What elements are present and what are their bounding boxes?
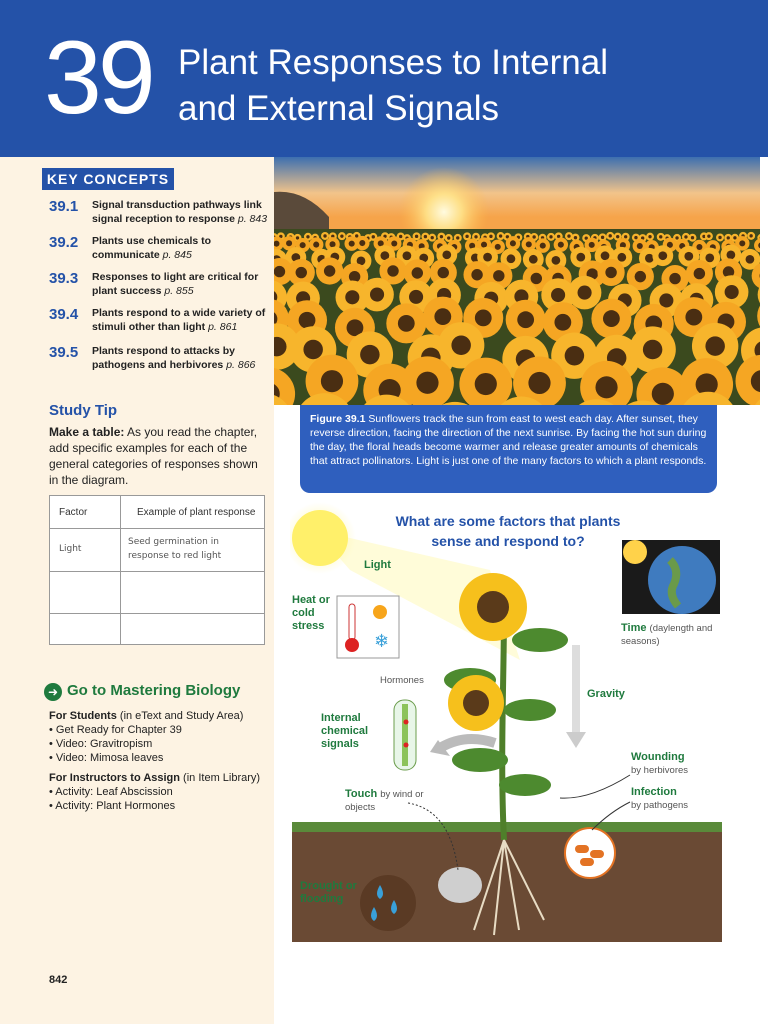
- label-time: Time (daylength and seasons): [621, 622, 713, 647]
- figure-caption: [300, 405, 717, 493]
- key-concept-number: 39.1: [49, 198, 79, 215]
- chapter-title-line1: Plant Responses to Internal: [178, 43, 608, 82]
- table-cell-example: Seed germination in response to red light: [128, 537, 222, 561]
- label-drought-flooding: Drought or flooding: [300, 880, 357, 905]
- list-item: • Activity: Plant Hormones: [49, 800, 176, 812]
- arrow-right-icon: ➜: [44, 683, 62, 701]
- sunflower-field-photo: [274, 157, 760, 405]
- study-tip-table: [49, 495, 265, 645]
- study-tip-text: Make a table: As you read the chapter, add specific examples for each of the general categories of responses shown in the diagram.: [49, 425, 258, 487]
- key-concept-number: 39.3: [49, 270, 79, 287]
- chapter-title: [178, 40, 738, 132]
- figure-label: Figure 39.1: [310, 413, 366, 425]
- key-concept-text: Plants use chemicals to communicate p. 845: [92, 235, 212, 261]
- table-header-example: Example of plant response: [137, 507, 256, 518]
- label-internal-chemical-signals: Internal chemical signals: [321, 712, 369, 750]
- svg-text:❄: ❄: [374, 631, 390, 652]
- list-item: • Video: Mimosa leaves: [49, 752, 164, 764]
- label-heat-cold-stress: Heat or cold stress: [292, 594, 330, 632]
- label-infection: Infection by pathogens: [631, 786, 689, 811]
- key-concept-number: 39.4: [49, 306, 79, 323]
- study-tip-title: Study Tip: [49, 402, 118, 419]
- key-concept-text: Responses to light are critical for plant success p. 855: [92, 271, 259, 297]
- chapter-title-line2: and External Signals: [178, 89, 500, 128]
- label-hormones: Hormones: [380, 675, 424, 686]
- key-concept-number: 39.5: [49, 344, 79, 361]
- list-item: • Get Ready for Chapter 39: [49, 724, 182, 736]
- list-item: • Activity: Leaf Abscission: [49, 786, 173, 798]
- label-touch: Touch by wind or objects: [345, 788, 424, 813]
- mastering-biology-title: Go to Mastering Biology: [67, 682, 241, 699]
- key-concepts-heading: KEY CONCEPTS: [42, 168, 174, 190]
- label-light: Light: [364, 559, 391, 571]
- chapter-number: 39: [44, 20, 152, 136]
- mastering-biology-link[interactable]: [44, 683, 269, 703]
- key-concept-text: Signal transduction pathways link signal reception to response p. 843: [92, 199, 268, 225]
- key-concept-text: Plants respond to attacks by pathogens and herbivores p. 866: [92, 345, 256, 371]
- label-wounding: Wounding by herbivores: [631, 751, 689, 776]
- mastering-biology-list: For Students (in eText and Study Area) • Get Ready for Chapter 39 • Video: Gravitropism • Video: Mimosa leaves For Instructors to Assign (in Item Library) • Activity: Leaf Abscission • Activity: Plant Hormones: [49, 709, 269, 813]
- label-gravity: Gravity: [587, 688, 625, 700]
- page-number: 842: [49, 974, 68, 986]
- list-item: • Video: Gravitropism: [49, 738, 153, 750]
- table-header-factor: Factor: [59, 507, 88, 518]
- key-concept-number: 39.2: [49, 234, 79, 251]
- figure-caption-text: Sunflowers track the sun from east to west each day. After sunset, they reverse direction, facing the direction of the next sunrise. By facing the hot sun during the day, the floral heads become warmer and release greater amounts of chemicals that attract pollinators. Light is just one of the many factors to which a plant responds.: [310, 413, 707, 467]
- diagram-title: What are some factors that plants sense and respond to?: [395, 513, 621, 549]
- table-cell-factor: Light: [59, 544, 82, 554]
- key-concept-text: Plants respond to a wide variety of stimuli other than light p. 861: [92, 307, 266, 333]
